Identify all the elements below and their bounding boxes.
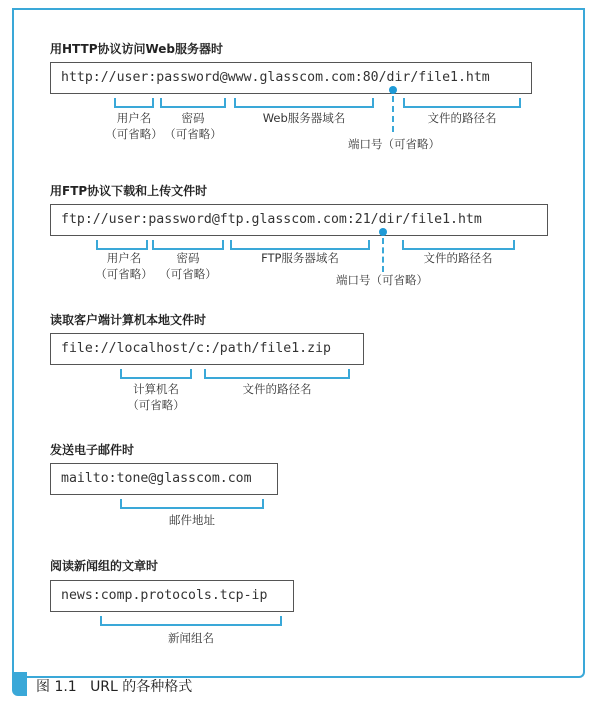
ftp-password-label	[158, 250, 218, 282]
ftp-server-bracket	[230, 240, 370, 250]
http-password-bracket	[160, 98, 226, 108]
file-host-text: 计算机名	[133, 382, 179, 396]
http-url-box: http://user:password@www.glasscom.com:80/dir/file1.htm	[50, 62, 532, 94]
caption-marker	[12, 672, 27, 696]
ftp-path-bracket	[402, 240, 515, 250]
http-password-label	[163, 110, 223, 142]
http-password-note: （可省略）	[164, 127, 222, 141]
http-port-label: 端口号（可省略）	[348, 137, 440, 151]
ftp-user-note: （可省略）	[95, 267, 153, 281]
http-user-text: 用户名	[116, 111, 152, 125]
file-host-label	[126, 381, 186, 413]
file-path-label: 文件的路径名	[242, 382, 312, 396]
http-path-label: 文件的路径名	[427, 111, 497, 125]
ftp-heading: 用FTP协议下载和上传文件时	[50, 184, 208, 198]
ftp-url-box: ftp://user:password@ftp.glasscom.com:21/dir/file1.htm	[50, 204, 548, 236]
http-server-bracket	[234, 98, 374, 108]
figure-caption: 图 1.1 URL 的各种格式	[36, 679, 193, 695]
news-url-box: news:comp.protocols.tcp-ip	[50, 580, 294, 612]
file-url-box: file://localhost/c:/path/file1.zip	[50, 333, 364, 365]
ftp-password-text: 密码	[176, 251, 200, 265]
http-server-label: Web服务器域名	[262, 111, 346, 125]
file-host-note: （可省略）	[127, 398, 185, 412]
mailto-url-box: mailto:tone@glasscom.com	[50, 463, 278, 495]
http-user-bracket	[114, 98, 154, 108]
news-group-bracket	[100, 616, 282, 626]
news-group-label: 新闻组名	[168, 631, 214, 645]
http-path-bracket	[403, 98, 521, 108]
http-heading: 用HTTP协议访问Web服务器时	[50, 42, 224, 56]
ftp-user-label	[94, 250, 154, 282]
ftp-path-label: 文件的路径名	[423, 251, 493, 265]
file-heading: 读取客户端计算机本地文件时	[50, 313, 207, 327]
ftp-user-text: 用户名	[106, 251, 142, 265]
mailto-address-label: 邮件地址	[169, 513, 215, 527]
http-user-note: （可省略）	[105, 127, 163, 141]
ftp-user-bracket	[96, 240, 148, 250]
ftp-port-label: 端口号（可省略）	[336, 273, 428, 287]
news-heading: 阅读新闻组的文章时	[50, 559, 159, 573]
http-port-dot	[389, 86, 397, 94]
http-password-text: 密码	[181, 111, 205, 125]
mailto-address-bracket	[120, 499, 264, 509]
http-user-label	[104, 110, 164, 142]
ftp-port-dash	[382, 238, 384, 272]
ftp-password-bracket	[152, 240, 224, 250]
file-host-bracket	[120, 369, 192, 379]
http-port-dash	[392, 96, 394, 132]
ftp-server-label: FTP服务器域名	[261, 251, 339, 265]
ftp-password-note: （可省略）	[159, 267, 217, 281]
mailto-heading: 发送电子邮件时	[50, 443, 135, 457]
ftp-port-dot	[379, 228, 387, 236]
file-path-bracket	[204, 369, 350, 379]
